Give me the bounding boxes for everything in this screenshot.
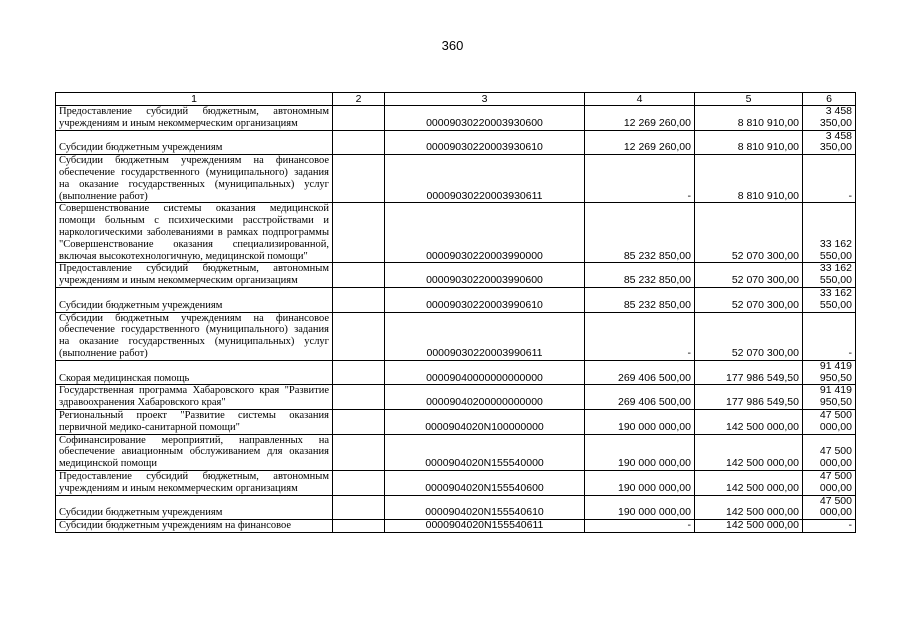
row-value-col-5: 8 810 910,00	[695, 106, 803, 131]
row-value-col-5: 142 500 000,00	[695, 409, 803, 434]
row-value-col-6: -	[803, 520, 856, 533]
row-col-2	[333, 130, 385, 155]
row-code: 0000904020N100000000	[385, 409, 585, 434]
row-col-2	[333, 203, 385, 263]
row-value-col-5: 142 500 000,00	[695, 495, 803, 520]
row-code: 00009030220003930611	[385, 155, 585, 203]
row-code: 0000904020N155540600	[385, 470, 585, 495]
row-value-col-5: 8 810 910,00	[695, 155, 803, 203]
row-value-col-4: 85 232 850,00	[585, 203, 695, 263]
row-name: Государственная программа Хабаровского края "Развитие здравоохранения Хабаровского края"	[56, 385, 333, 410]
row-value-col-6: 91 419 950,50	[803, 360, 856, 385]
row-value-col-4: 190 000 000,00	[585, 434, 695, 470]
table-row	[56, 203, 856, 263]
table-row	[56, 495, 856, 520]
row-value-col-6: 47 500 000,00	[803, 409, 856, 434]
row-value-col-4: 85 232 850,00	[585, 287, 695, 312]
row-col-2	[333, 155, 385, 203]
row-value-col-6: 91 419 950,50	[803, 385, 856, 410]
row-value-col-6: 33 162 550,00	[803, 203, 856, 263]
table-row	[56, 470, 856, 495]
row-value-col-4: -	[585, 312, 695, 360]
table-row	[56, 155, 856, 203]
header-row	[56, 93, 856, 106]
row-col-2	[333, 263, 385, 288]
row-value-col-6: 3 458 350,00	[803, 130, 856, 155]
header-col-1: 1	[56, 93, 333, 106]
row-col-2	[333, 434, 385, 470]
row-name: Предоставление субсидий бюджетным, автономным учреждениям и иным некоммерческим организациям	[56, 263, 333, 288]
row-value-col-4: 269 406 500,00	[585, 360, 695, 385]
row-name: Софинансирование мероприятий, направленных на обеспечение авиационным обслуживанием для оказания медицинской помощи	[56, 434, 333, 470]
row-value-col-6: 33 162 550,00	[803, 287, 856, 312]
row-value-col-5: 142 500 000,00	[695, 434, 803, 470]
row-code: 0000904020N155540611	[385, 520, 585, 533]
row-value-col-5: 142 500 000,00	[695, 520, 803, 533]
table-row	[56, 434, 856, 470]
row-name: Региональный проект "Развитие системы оказания первичной медико-санитарной помощи"	[56, 409, 333, 434]
row-value-col-5: 177 986 549,50	[695, 360, 803, 385]
row-value-col-4: 12 269 260,00	[585, 130, 695, 155]
row-value-col-6: 47 500 000,00	[803, 470, 856, 495]
table-body	[56, 106, 856, 533]
row-value-col-4: 85 232 850,00	[585, 263, 695, 288]
row-value-col-4: 12 269 260,00	[585, 106, 695, 131]
table-header	[56, 93, 856, 106]
row-name: Субсидии бюджетным учреждениям	[56, 495, 333, 520]
row-col-2	[333, 360, 385, 385]
table-row	[56, 312, 856, 360]
row-value-col-4: -	[585, 520, 695, 533]
row-name: Предоставление субсидий бюджетным, автономным учреждениям и иным некоммерческим организациям	[56, 470, 333, 495]
table-row	[56, 287, 856, 312]
row-value-col-5: 8 810 910,00	[695, 130, 803, 155]
header-col-6: 6	[803, 93, 856, 106]
row-name: Субсидии бюджетным учреждениям на финансовое обеспечение государственного (муниципального) задания на оказание государственных (муниципальных) услуг (выполнение работ)	[56, 155, 333, 203]
row-name: Субсидии бюджетным учреждениям на финансовое обеспечение государственного (муниципального) задания на оказание государственных (муниципальных) услуг (выполнение работ)	[56, 312, 333, 360]
row-name: Скорая медицинская помощь	[56, 360, 333, 385]
page-number: 360	[441, 38, 464, 53]
row-value-col-4: 190 000 000,00	[585, 495, 695, 520]
row-value-col-4: 190 000 000,00	[585, 470, 695, 495]
table-row	[56, 263, 856, 288]
row-value-col-6: 47 500 000,00	[803, 434, 856, 470]
header-col-2: 2	[333, 93, 385, 106]
row-name: Субсидии бюджетным учреждениям	[56, 130, 333, 155]
row-col-2	[333, 470, 385, 495]
row-col-2	[333, 495, 385, 520]
row-value-col-5: 177 986 549,50	[695, 385, 803, 410]
row-value-col-6: 33 162 550,00	[803, 263, 856, 288]
row-col-2	[333, 106, 385, 131]
row-value-col-5: 52 070 300,00	[695, 203, 803, 263]
row-code: 0000904020N155540610	[385, 495, 585, 520]
row-name: Субсидии бюджетным учреждениям на финансовое	[56, 520, 333, 533]
row-value-col-6: 3 458 350,00	[803, 106, 856, 131]
row-col-2	[333, 287, 385, 312]
header-col-3: 3	[385, 93, 585, 106]
row-value-col-6: -	[803, 312, 856, 360]
row-col-2	[333, 409, 385, 434]
row-value-col-5: 52 070 300,00	[695, 312, 803, 360]
row-name: Совершенствование системы оказания медицинской помощи больным с психическими расстройствами и наркологическими заболеваниями в рамках подпрограммы "Совершенствование оказания специализированной, включая высокотехнологичную, медицинской помощи"	[56, 203, 333, 263]
row-value-col-4: 269 406 500,00	[585, 385, 695, 410]
row-col-2	[333, 312, 385, 360]
budget-table	[55, 92, 856, 533]
row-value-col-5: 142 500 000,00	[695, 470, 803, 495]
row-value-col-4: -	[585, 155, 695, 203]
row-code: 0000904020N155540000	[385, 434, 585, 470]
row-col-2	[333, 385, 385, 410]
header-col-5: 5	[695, 93, 803, 106]
row-name: Предоставление субсидий бюджетным, автономным учреждениям и иным некоммерческим организациям	[56, 106, 333, 131]
row-value-col-6: -	[803, 155, 856, 203]
table-row	[56, 409, 856, 434]
row-code: 00009040200000000000	[385, 385, 585, 410]
row-code: 00009030220003990611	[385, 312, 585, 360]
header-col-4: 4	[585, 93, 695, 106]
table-row	[56, 106, 856, 131]
table-row	[56, 385, 856, 410]
row-code: 00009040000000000000	[385, 360, 585, 385]
row-value-col-6: 47 500 000,00	[803, 495, 856, 520]
table-row	[56, 520, 856, 533]
row-col-2	[333, 520, 385, 533]
row-code: 00009030220003990610	[385, 287, 585, 312]
table-row	[56, 130, 856, 155]
table-row	[56, 360, 856, 385]
row-code: 00009030220003930600	[385, 106, 585, 131]
row-name: Субсидии бюджетным учреждениям	[56, 287, 333, 312]
row-value-col-5: 52 070 300,00	[695, 287, 803, 312]
row-code: 00009030220003990000	[385, 203, 585, 263]
row-value-col-4: 190 000 000,00	[585, 409, 695, 434]
row-code: 00009030220003930610	[385, 130, 585, 155]
row-code: 00009030220003990600	[385, 263, 585, 288]
row-value-col-5: 52 070 300,00	[695, 263, 803, 288]
